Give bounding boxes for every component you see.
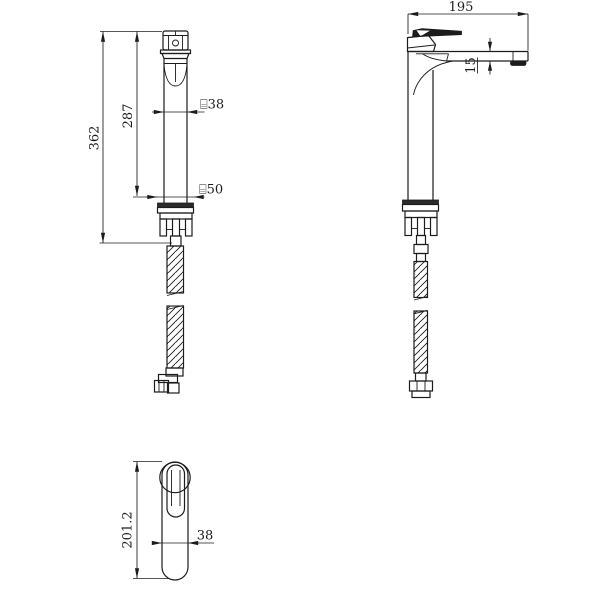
base-flange [158,203,194,213]
front-view [155,31,194,393]
dim-spout-reach-label: 195 [448,0,474,15]
dim-pipe-diameter-label: ⌸38 [199,97,225,113]
dim-overall-height-label: 362 [87,125,103,151]
hose-end-fitting [410,373,433,398]
mounting-nut [405,211,437,236]
dimensions [88,0,529,579]
body-dome [164,64,187,87]
dim-body-width [152,529,214,546]
handle-collar [161,50,191,59]
dim-base-diameter-label: ⌸50 [198,182,224,198]
dim-spout-thickness-label: 15 [464,57,479,74]
handle-base [408,35,436,51]
handle-knob [163,31,188,50]
dim-spout-reach [408,0,528,51]
dim-base-diameter [146,183,223,200]
aerator [511,61,527,66]
side-view [403,29,529,398]
dim-overall-height [88,32,173,244]
supply-hose [165,236,187,368]
supply-hose [412,236,431,374]
dim-base-height-label: 287 [121,103,136,129]
dim-body-length [121,462,169,579]
hose-end-fitting [155,368,184,393]
dim-body-width-label: 38 [196,528,214,544]
base-flange [403,200,439,211]
mounting-nut [160,213,192,236]
dim-base-height [121,32,158,198]
top-view [160,462,190,580]
dim-pipe-diameter [152,98,224,115]
faucet-column [408,52,433,201]
dim-body-length-label: 201.2 [120,511,136,549]
base-circle [160,462,190,492]
dim-spout-thickness [464,38,492,75]
